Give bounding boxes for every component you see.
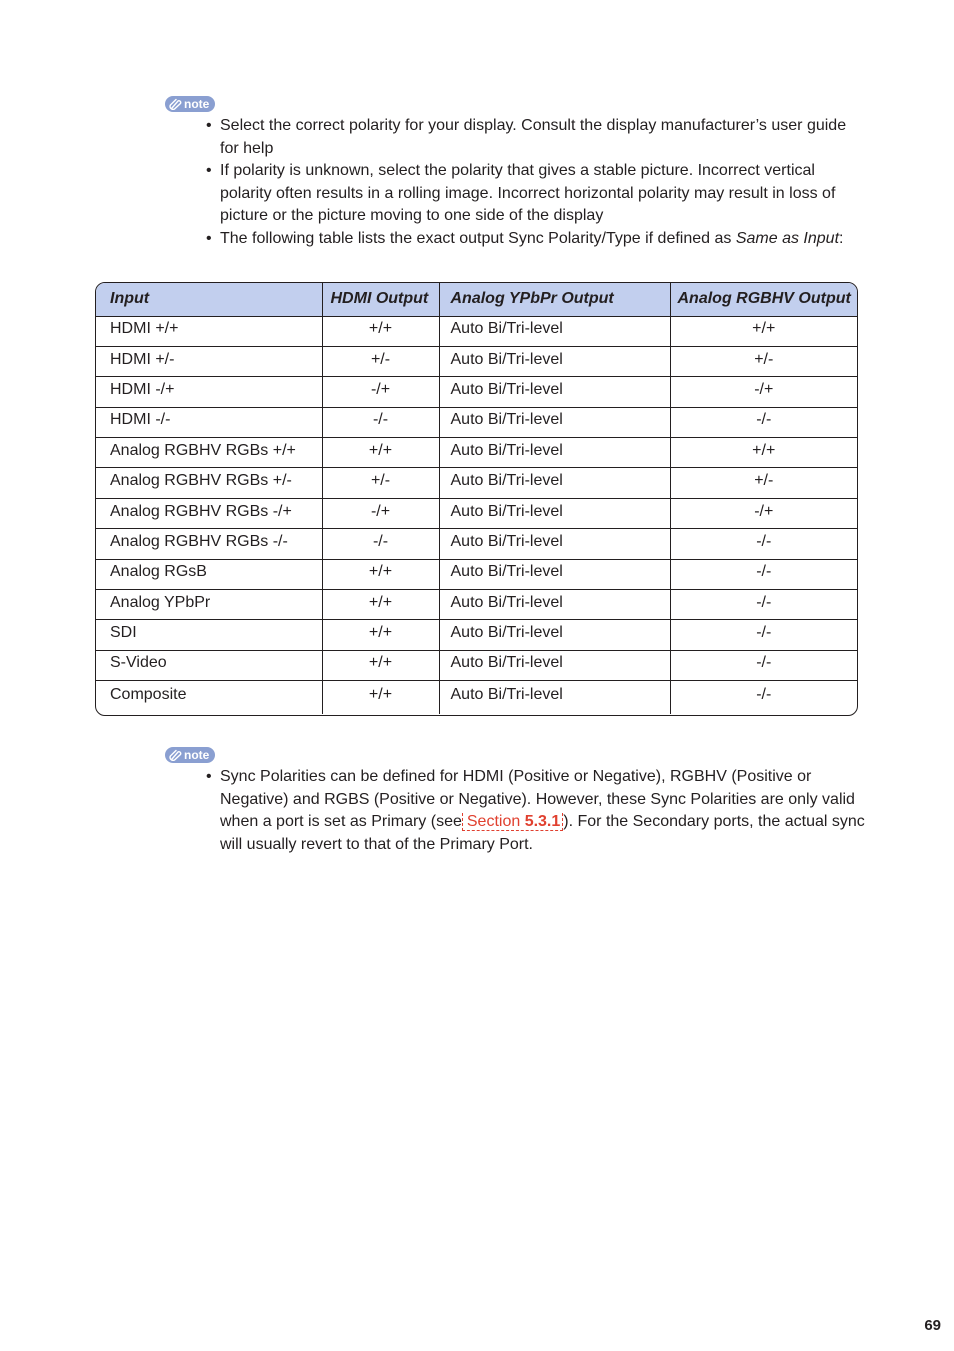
cell-rgbhv-output: -/- xyxy=(670,590,857,620)
note-badge-top xyxy=(165,96,215,112)
cell-input: Composite xyxy=(96,681,322,714)
cell-input: Analog RGBHV RGBs +/+ xyxy=(96,438,322,468)
notes-bottom-list xyxy=(206,766,866,856)
table-row xyxy=(96,468,857,498)
table-row xyxy=(96,377,857,407)
cell-input: Analog RGBHV RGBs -/- xyxy=(96,529,322,559)
cell-rgbhv-output: -/- xyxy=(670,529,857,559)
cell-ypbpr-output: Auto Bi/Tri-level xyxy=(439,559,670,589)
cell-rgbhv-output: -/- xyxy=(670,650,857,680)
note-label: note xyxy=(184,97,210,111)
column-header-ypbpr-output: Analog YPbPr Output xyxy=(439,283,670,316)
table-row xyxy=(96,407,857,437)
cell-rgbhv-output: +/+ xyxy=(670,438,857,468)
cell-hdmi-output: +/+ xyxy=(322,559,439,589)
cell-rgbhv-output: -/- xyxy=(670,559,857,589)
column-header-rgbhv-output: Analog RGBHV Output xyxy=(670,283,857,316)
cell-hdmi-output: +/+ xyxy=(322,316,439,346)
note-item: • The following table lists the exact output Sync Polarity/Type if defined as Same as Input: xyxy=(206,228,866,251)
cell-ypbpr-output: Auto Bi/Tri-level xyxy=(439,529,670,559)
cell-rgbhv-output: +/- xyxy=(670,468,857,498)
table-row xyxy=(96,650,857,680)
cell-hdmi-output: -/- xyxy=(322,407,439,437)
note-label: note xyxy=(184,748,210,762)
cell-rgbhv-output: -/- xyxy=(670,407,857,437)
cell-input: SDI xyxy=(96,620,322,650)
cell-rgbhv-output: +/- xyxy=(670,346,857,376)
table-row xyxy=(96,316,857,346)
cell-ypbpr-output: Auto Bi/Tri-level xyxy=(439,407,670,437)
notes-top-list xyxy=(206,115,866,250)
cell-hdmi-output: +/- xyxy=(322,468,439,498)
cell-input: HDMI -/+ xyxy=(96,377,322,407)
table-row xyxy=(96,498,857,528)
table-row xyxy=(96,559,857,589)
cell-input: Analog RGsB xyxy=(96,559,322,589)
cell-ypbpr-output: Auto Bi/Tri-level xyxy=(439,377,670,407)
cell-hdmi-output: +/+ xyxy=(322,650,439,680)
cell-input: Analog YPbPr xyxy=(96,590,322,620)
paperclip-icon xyxy=(169,749,182,761)
column-header-input: Input xyxy=(96,283,322,316)
cell-ypbpr-output: Auto Bi/Tri-level xyxy=(439,650,670,680)
table-row xyxy=(96,346,857,376)
cell-input: HDMI +/+ xyxy=(96,316,322,346)
cell-input: Analog RGBHV RGBs -/+ xyxy=(96,498,322,528)
cell-rgbhv-output: -/- xyxy=(756,686,772,704)
cell-input: HDMI -/- xyxy=(96,407,322,437)
cell-hdmi-output: +/+ xyxy=(322,590,439,620)
page-number: 69 xyxy=(924,1317,941,1334)
column-header-hdmi-output: HDMI Output xyxy=(322,283,439,316)
table-row xyxy=(96,590,857,620)
cell-ypbpr-output: Auto Bi/Tri-level xyxy=(439,346,670,376)
cell-rgbhv-output: -/- xyxy=(670,620,857,650)
cell-ypbpr-output: Auto Bi/Tri-level xyxy=(439,590,670,620)
cell-input: Analog RGBHV RGBs +/- xyxy=(96,468,322,498)
table-row xyxy=(96,620,857,650)
table-row xyxy=(96,529,857,559)
cell-rgbhv-output: -/+ xyxy=(670,498,857,528)
cell-ypbpr-output: Auto Bi/Tri-level xyxy=(439,468,670,498)
note-badge-bottom xyxy=(165,747,215,763)
note-item: • If polarity is unknown, select the polarity that gives a stable picture. Incorrect vertical polarity often results in a rolling image. Incorrect horizontal polarity may result in loss of picture or the picture moving to one side of the display xyxy=(206,160,866,228)
emphasis-text: Same as Input xyxy=(735,229,840,247)
cell-rgbhv-output: +/+ xyxy=(670,316,857,346)
cell-ypbpr-output: Auto Bi/Tri-level xyxy=(439,620,670,650)
cell-hdmi-output: -/- xyxy=(322,529,439,559)
table-row xyxy=(96,438,857,468)
table-header-row xyxy=(96,283,857,316)
cell-input: HDMI +/- xyxy=(96,346,322,376)
cell-hdmi-output: +/+ xyxy=(322,438,439,468)
cell-hdmi-output: +/+ xyxy=(322,620,439,650)
cell-ypbpr-output: Auto Bi/Tri-level xyxy=(439,498,670,528)
cell-ypbpr-output: Auto Bi/Tri-level xyxy=(439,438,670,468)
note-item: • Select the correct polarity for your display. Consult the display manufacturer’s user guide for help xyxy=(206,115,866,160)
cell-hdmi-output: +/+ xyxy=(322,681,439,714)
table-row xyxy=(96,681,857,714)
cell-hdmi-output: -/+ xyxy=(322,377,439,407)
paperclip-icon xyxy=(169,98,182,110)
cell-rgbhv-output: -/+ xyxy=(670,377,857,407)
cell-ypbpr-output: Auto Bi/Tri-level xyxy=(439,316,670,346)
cell-ypbpr-output: Auto Bi/Tri-level xyxy=(439,681,670,714)
cell-hdmi-output: -/+ xyxy=(322,498,439,528)
cell-hdmi-output: +/- xyxy=(322,346,439,376)
cell-input: S-Video xyxy=(96,650,322,680)
note-item: • Sync Polarities can be defined for HDMI (Positive or Negative), RGBHV (Positive or Negative) and RGBS (Positive or Negative). However, these Sync Polarities are only valid when a port is set as Primary (see Section 5.3.1 ). For the Secondary ports, the actual sync will usually revert to that of the Primary Port. xyxy=(206,766,866,856)
sync-polarity-table xyxy=(95,282,858,716)
section-link[interactable]: Section 5.3.1 xyxy=(462,813,563,831)
